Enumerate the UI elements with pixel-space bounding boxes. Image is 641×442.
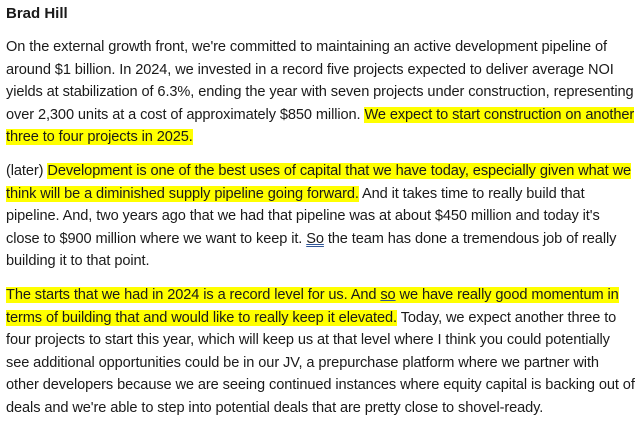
paragraph-3-flagged-word[interactable]: so (380, 286, 396, 303)
speaker-name: Brad Hill (6, 5, 68, 22)
paragraph-2 (6, 160, 635, 273)
paragraph-3 (6, 284, 635, 420)
paragraph-2-highlight: Development is one of the best uses of capital that we have today, especially given what we think will be a diminished supply pipeline going forward. (6, 162, 632, 202)
paragraph-1-text: On the external growth front, we're committed to maintaining an active development pipeline of around $1 billion. In 2024, we invested in a record five projects expected to deliver average NOI yields at stabilization of 6.3%, ending the year with seven projects under construction, representing over 2,300 units at a cost of approximately $850 million. (6, 39, 634, 123)
paragraph-2-text: And it takes time to really build that pipeline. And, two years ago that we had that pipeline was at about $450 million and today it's close to $900 million where we want to keep it. (6, 185, 600, 247)
paragraph-2-tail: the team has done a tremendous job of really building it to that point. (6, 230, 617, 270)
paragraph-2-flagged-word[interactable]: So (306, 230, 324, 247)
paragraph-3-text: Today, we expect another three to four projects to start this year, which will keep us at that level where I think you could potentially see additional opportunities could be in our JV, a prepurchase platform where we partner with other developers because we are seeing continued instances where equity capital is backing out of deals and we're able to step into potential deals that are pretty close to shovel-ready. (6, 309, 635, 416)
paragraph-1 (6, 36, 635, 149)
paragraph-2-prefix: (later) (6, 162, 48, 179)
paragraph-3-highlight-end: we have really good momentum in terms of building that and would like to really keep it elevated. (6, 286, 619, 326)
paragraph-1-highlight: We expect to start construction on another three to four projects in 2025. (6, 106, 635, 146)
paragraph-3-highlight-start: The starts that we had in 2024 is a record level for us. And (6, 286, 381, 303)
